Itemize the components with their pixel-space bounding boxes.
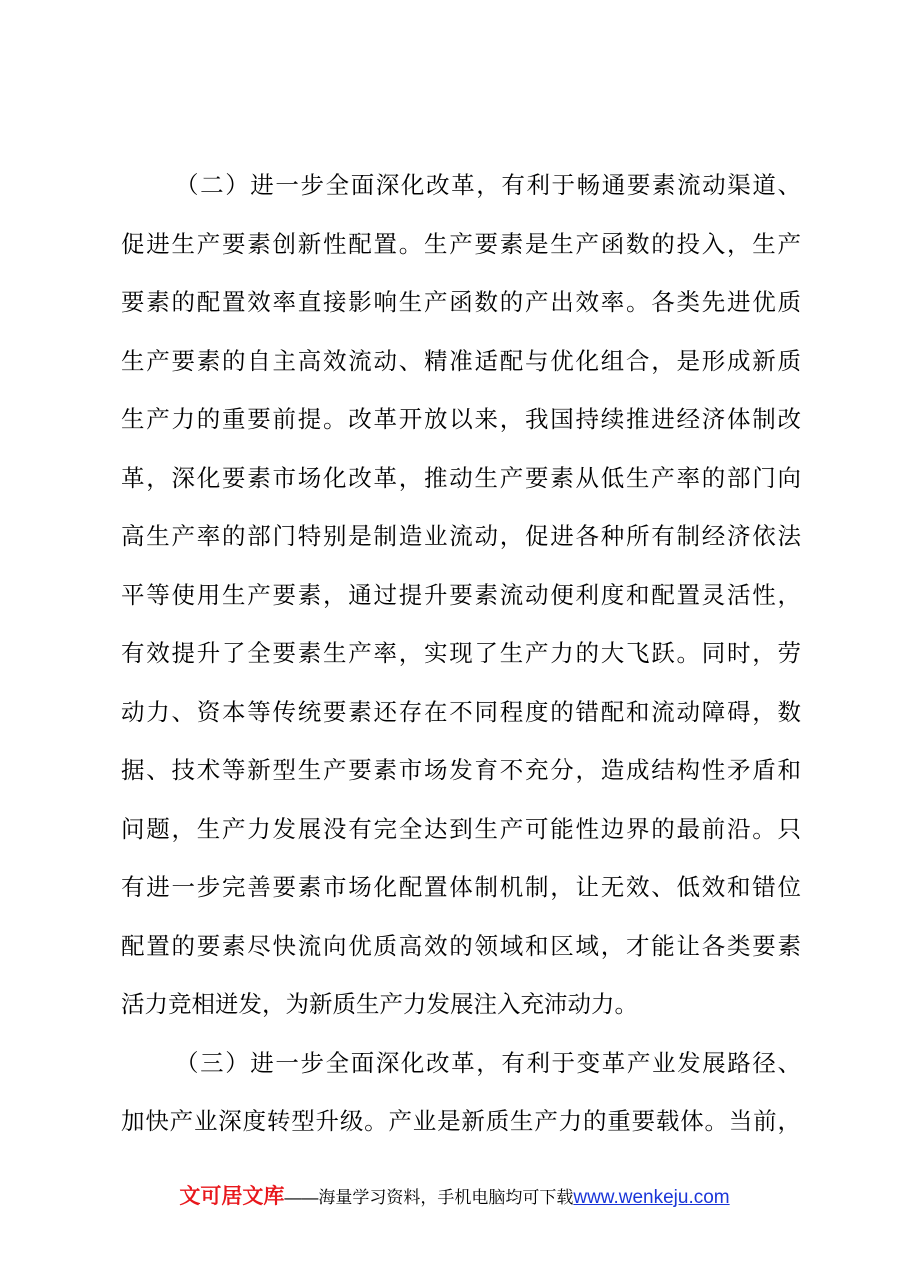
paragraph-line: 生产力的重要前提。改革开放以来，我国持续推进经济体制改 [121, 405, 801, 433]
paragraph-line: 促进生产要素创新性配置。生产要素是生产函数的投入，生产 [121, 229, 801, 258]
paragraph-line: （二）进一步全面深化改革，有利于畅通要素流动渠道、 [175, 171, 801, 199]
document-body [121, 164, 801, 1159]
paragraph-line: 生产要素的自主高效流动、精准适配与优化组合，是形成新质 [121, 346, 801, 375]
paragraph-line: 据、技术等新型生产要素市场发育不充分，造成结构性矛盾和 [121, 756, 801, 784]
paragraph-line: 平等使用生产要素，通过提升要素流动便利度和配置灵活性， [121, 580, 801, 609]
paragraph-line: 活力竞相迸发，为新质生产力发展注入充沛动力。 [121, 990, 638, 1018]
paragraph-line: 配置的要素尽快流向优质高效的领域和区域，才能让各类要素 [121, 931, 801, 960]
paragraph-line: 有效提升了全要素生产率，实现了生产力的大飞跃。同时，劳 [121, 639, 801, 667]
paragraph-line: 高生产率的部门特别是制造业流动，促进各种所有制经济依法 [121, 522, 801, 550]
footer-brand: 文可居文库 [179, 1185, 285, 1208]
footer-site-link[interactable]: www.wenkeju.com [573, 1187, 730, 1208]
paragraph-line: 有进一步完善要素市场化配置体制机制，让无效、低效和错位 [121, 873, 801, 901]
paragraph-line: 要素的配置效率直接影响生产函数的产出效率。各类先进优质 [121, 288, 801, 316]
paragraph-line: 革，深化要素市场化改革，推动生产要素从低生产率的部门向 [121, 463, 801, 492]
paragraph-line: （三）进一步全面深化改革，有利于变革产业发展路径、 [175, 1048, 801, 1077]
paragraph-line: 动力、资本等传统要素还存在不同程度的错配和流动障碍，数 [121, 697, 801, 726]
paragraph-line: 加快产业深度转型升级。产业是新质生产力的重要载体。当前， [121, 1107, 801, 1135]
paragraph-line: 问题，生产力发展没有完全达到生产可能性边界的最前沿。只 [121, 814, 801, 843]
footer-tagline: ——海量学习资料，手机电脑均可下载 [284, 1188, 574, 1207]
page-footer [0, 1180, 909, 1210]
